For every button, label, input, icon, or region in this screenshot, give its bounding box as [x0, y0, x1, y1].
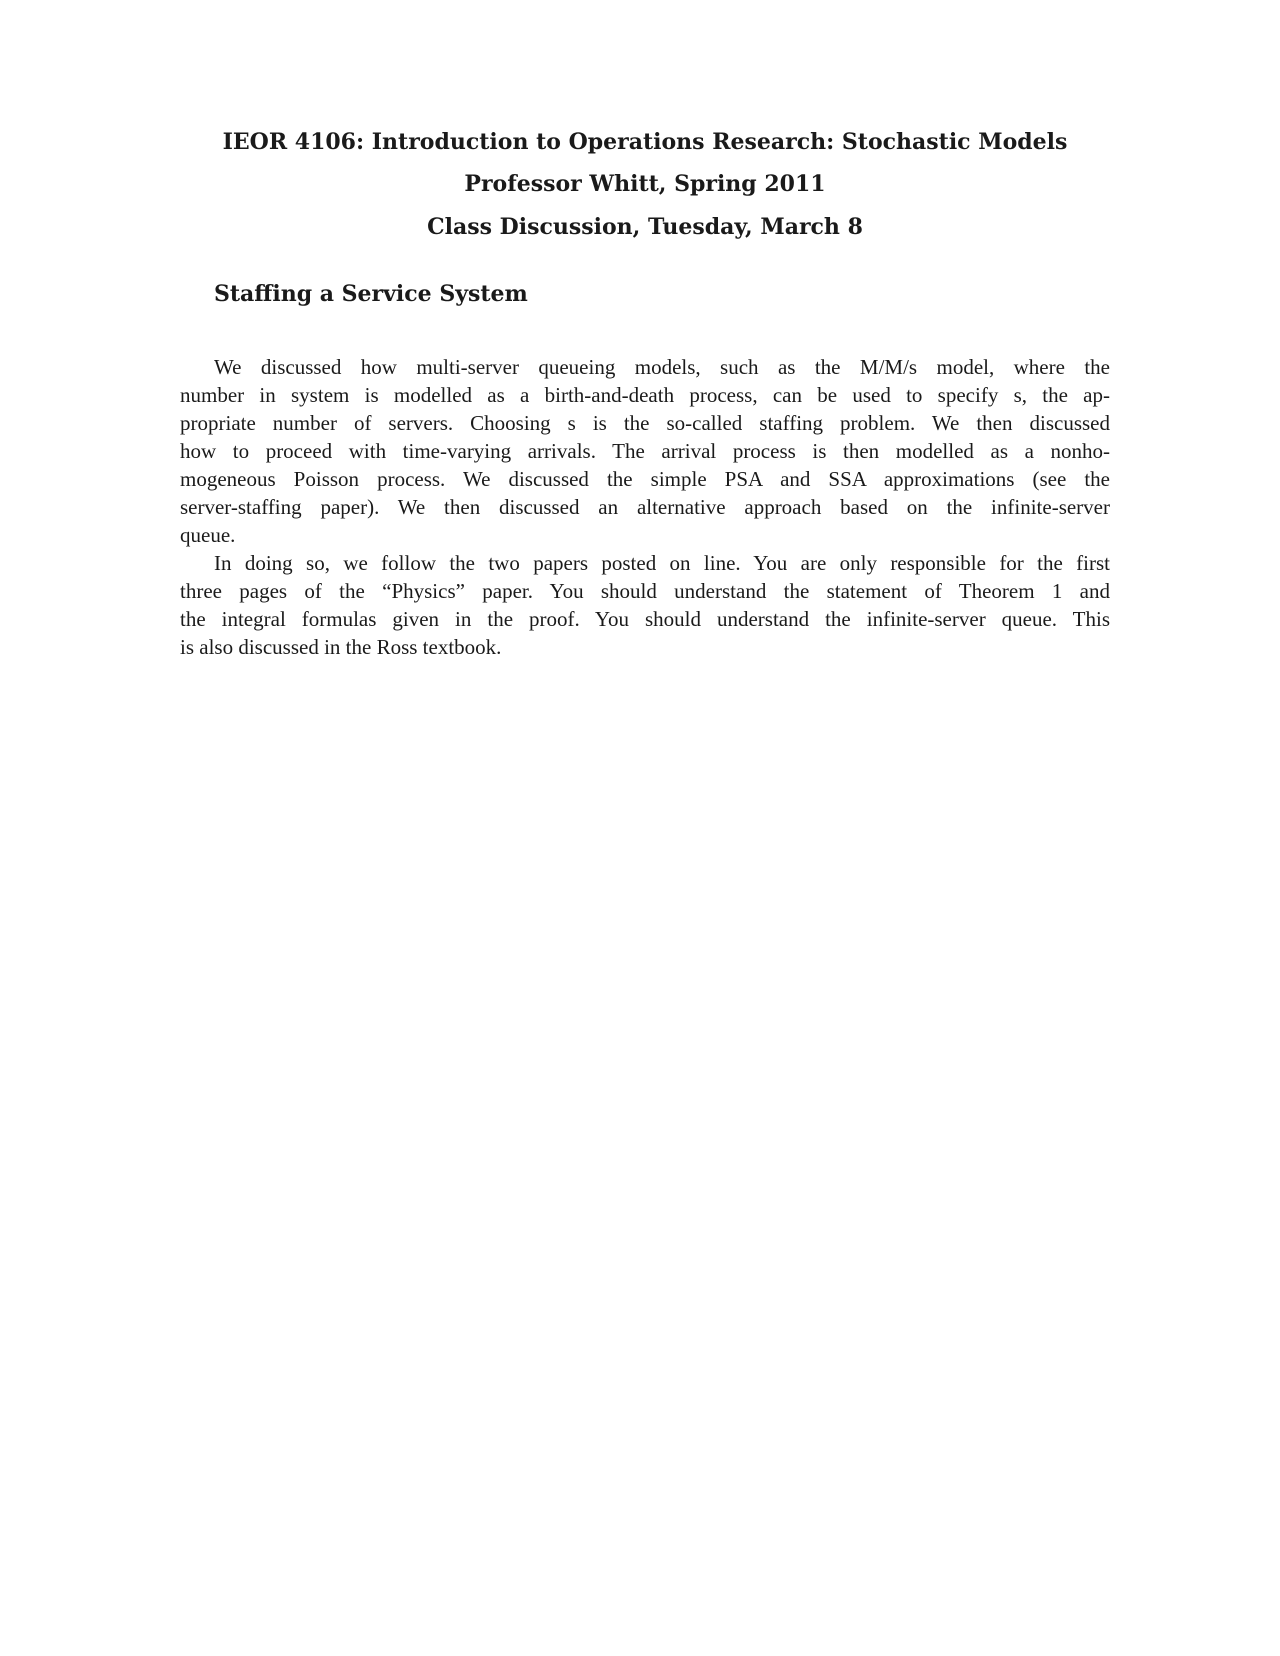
section-heading: Staffing a Service System	[214, 281, 528, 307]
professor-line: Professor Whitt, Spring 2011	[464, 171, 826, 197]
paragraph-line: how to proceed with time-varying arrivals. The arrival process is then modelled as a nonho-	[180, 439, 1110, 463]
paragraph-line: server-staffing paper). We then discussed an alternative approach based on the infinite-server	[180, 495, 1110, 519]
paragraph-line: the integral formulas given in the proof. You should understand the infinite-server queue. This	[180, 607, 1110, 631]
paragraph-line: In doing so, we follow the two papers posted on line. You are only responsible for the first	[214, 551, 1110, 575]
paragraph-line: We discussed how multi-server queueing models, such as the M/M/s model, where the	[214, 355, 1110, 379]
paragraph-line: propriate number of servers. Choosing s is the so-called staffing problem. We then discussed	[180, 411, 1110, 435]
paragraph-line: number in system is modelled as a birth-and-death process, can be used to specify s, the ap-	[180, 383, 1110, 407]
paragraph-line: mogeneous Poisson process. We discussed the simple PSA and SSA approximations (see the	[180, 467, 1110, 491]
paragraph-2	[180, 549, 1110, 661]
paragraph-1	[180, 353, 1110, 549]
paragraph-line: three pages of the “Physics” paper. You should understand the statement of Theorem 1 and	[180, 579, 1110, 603]
paragraph-line: is also discussed in the Ross textbook.	[180, 635, 502, 659]
paragraph-line: queue.	[180, 523, 236, 547]
session-line: Class Discussion, Tuesday, March 8	[427, 214, 863, 240]
course-title: IEOR 4106: Introduction to Operations Research: Stochastic Models	[222, 129, 1068, 155]
